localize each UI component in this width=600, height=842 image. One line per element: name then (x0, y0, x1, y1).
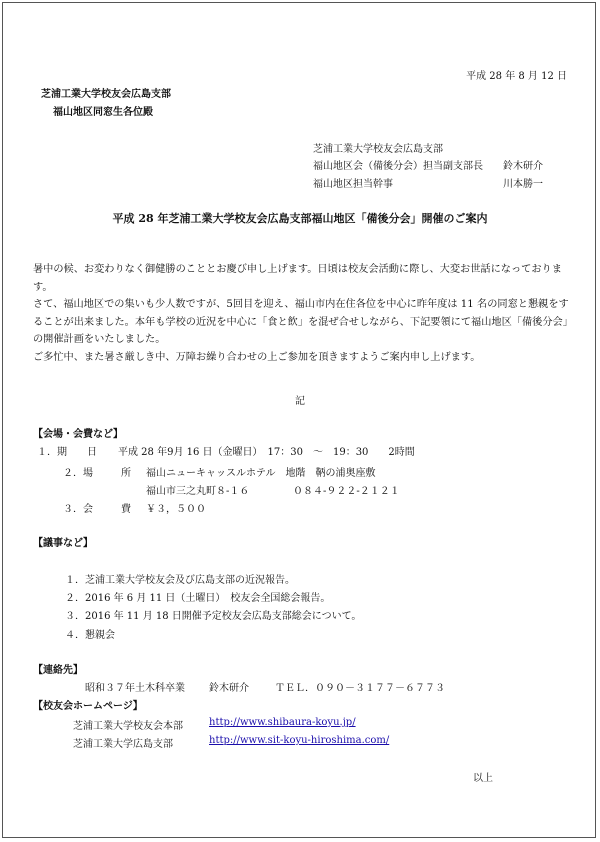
venue-heading: 【会場・会費など】 (33, 429, 123, 440)
place-address: 福山市三之丸町８-１６ (146, 486, 250, 497)
date-value: 平成 28 年9月 16 日（金曜日） 17：30 ～ 19：30 2時間 (118, 447, 415, 458)
place-value: 福山ニューキャッスルホテル 地階 鞆の浦奥座敷 (146, 468, 376, 479)
fee-label: ３．会 (63, 504, 93, 515)
ki-marker: 記 (295, 396, 305, 407)
contact-name: 鈴木研介 (209, 683, 249, 694)
place-label: ２．場 (63, 468, 93, 479)
agenda-heading: 【議事など】 (33, 538, 93, 549)
sender-org: 芝浦工業大学校友会広島支部 (313, 144, 443, 155)
homepage-heading: 【校友会ホームページ】 (33, 701, 143, 712)
fee-label-2: 費 (121, 504, 131, 515)
sender-role-1: 福山地区会（備後分会）担当副支部長 (313, 161, 483, 172)
fee-value: ￥３，５００ (146, 504, 206, 515)
document-date: 平成 28 年 8 月 12 日 (466, 71, 567, 82)
sender-name-1: 鈴木研介 (503, 161, 543, 172)
body-text (33, 261, 571, 366)
homepage-main-link[interactable]: http://www.shibaura-koyu.jp/ (209, 717, 356, 728)
document-page (2, 2, 596, 838)
contact-tel: ＴＥＬ．０９０－３１７７－６７７３ (275, 683, 445, 694)
agenda-item: ２．2016 年 6 月 11 日（土曜日） 校友会全国総会報告。 (65, 593, 331, 604)
sender-name-2: 川本勝一 (503, 179, 543, 190)
place-phone: ０８４-９２２-２１２１ (293, 486, 400, 497)
contact-heading: 【連絡先】 (33, 665, 83, 676)
body-paragraph-3: ご多忙中、また暑さ厳しき中、万障お繰り合わせの上ご参加を頂きますようご案内申し上げます。 (33, 351, 481, 363)
agenda-item: ４．懇親会 (65, 630, 115, 641)
document-title: 平成 28 年芝浦工業大学校友会広島支部福山地区「備後分会」開催のご案内 (112, 212, 488, 225)
date-label-2: 日 (87, 447, 97, 458)
recipient-line-1: 芝浦工業大学校友会広島支部 (41, 89, 171, 100)
contact-grad: 昭和３７年土木科卒業 (85, 683, 185, 694)
body-paragraph-1: 暑中の候、お変わりなく御健勝のこととお慶び申し上げます。日頃は校友会活動に際し、大変お世話になっております。 (33, 264, 562, 293)
closing-text: 以上 (473, 773, 493, 784)
recipient-line-2: 福山地区同窓生各位殿 (53, 107, 153, 118)
date-label: １．期 (37, 447, 67, 458)
sender-role-2: 福山地区担当幹事 (313, 179, 393, 190)
agenda-item: ３．2016 年 11 月 18 日開催予定校友会広島支部総会について。 (65, 611, 362, 622)
homepage-branch-link[interactable]: http://www.sit-koyu-hiroshima.com/ (209, 735, 390, 746)
agenda-item: １．芝浦工業大学校友会及び広島支部の近況報告。 (65, 575, 295, 586)
place-label-2: 所 (121, 468, 131, 479)
body-paragraph-2: さて、福山地区での集いも少人数ですが、5回目を迎え、福山市内在住各位を中心に昨年度は 11 名の同窓と懇親をすることが出来ました。本年も学校の近況を中心に「食と飲」を混ぜ合せしながら、下記要領にて福山地区「備後分会」の開催計画をいたしました。 (33, 299, 569, 345)
homepage-main-label: 芝浦工業大学校友会本部 (73, 721, 183, 732)
homepage-branch-label: 芝浦工業大学広島支部 (73, 739, 173, 750)
